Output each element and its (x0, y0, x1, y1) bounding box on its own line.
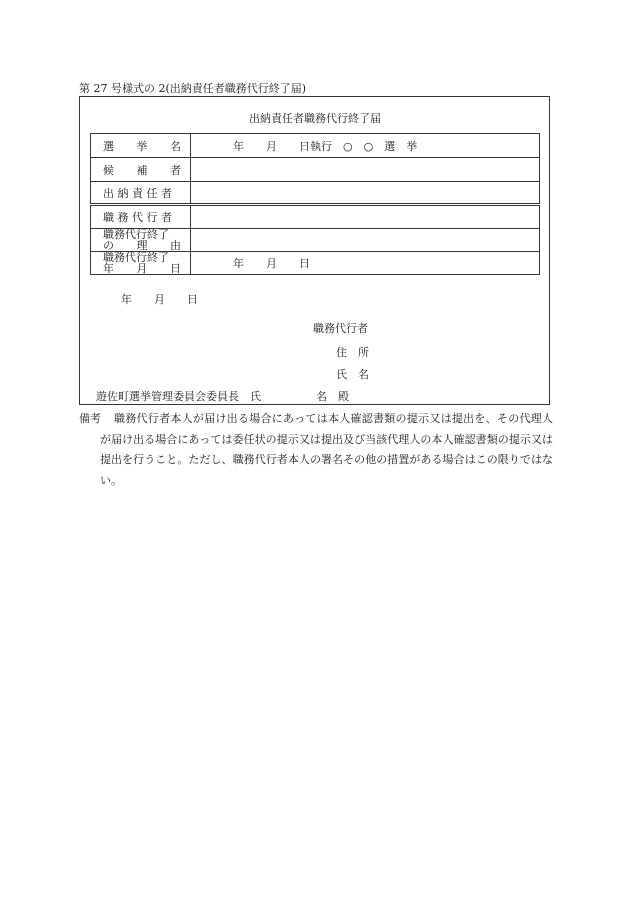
reason-label-char: 理 (136, 239, 148, 252)
candidate-label-char: 補 (136, 163, 148, 177)
end-date-label-char: 年 (103, 262, 114, 275)
treasurer-label: 出 納 責 任 者 (91, 182, 191, 205)
election-label (91, 134, 191, 158)
end-date-label-char: 月 (136, 262, 148, 275)
end-date-label-char: 日 (170, 262, 181, 275)
form-number: 第 27 号様式の 2(出納責任者職務代行終了届) (79, 82, 307, 95)
treasurer-row (91, 182, 540, 205)
agent-row (91, 205, 540, 229)
election-value[interactable]: 年 月 日執行 ○ ○ 選 挙 (191, 134, 540, 158)
agent-value[interactable] (191, 205, 540, 229)
submission-date[interactable]: 年 月 日 (121, 293, 198, 306)
recipient-line: 遊佐町選挙管理委員会委員長 氏 名 殿 (96, 390, 349, 403)
notes-heading: 備考 (79, 412, 101, 425)
signature-address-label: 住 所 (336, 346, 369, 359)
form-title: 出納責任者職務代行終了届 (249, 112, 381, 125)
reason-label-line1: 職務代行終了 (103, 228, 169, 241)
end-date-label (91, 252, 191, 275)
candidate-row (91, 158, 540, 182)
election-label-char: 名 (170, 139, 181, 153)
reason-row (91, 229, 540, 252)
reason-value[interactable] (191, 229, 540, 252)
candidate-label-char: 者 (170, 163, 181, 177)
notes (79, 409, 553, 491)
reason-label-char: の (103, 239, 114, 252)
candidate-value[interactable] (191, 158, 540, 182)
signature-name-label: 氏 名 (336, 368, 369, 381)
election-label-char: 選 (103, 139, 114, 153)
signature-agent-label: 職務代行者 (313, 322, 368, 335)
agent-label: 職 務 代 行 者 (91, 205, 191, 229)
candidate-label-char: 候 (103, 163, 114, 177)
reason-label-char: 由 (170, 239, 181, 252)
election-row (91, 134, 540, 158)
end-date-row (91, 252, 540, 275)
end-date-label-line1: 職務代行終了 (103, 251, 169, 264)
notes-text: 職務代行者本人が届け出る場合にあっては本人確認書類の提示又は提出を、その代理人が届け出る場合にあっては委任状の提示又は提出及び当該代理人の本人確認書類の提示又は提出を行うこと。ただし、職務代行者本人の署名その他の措置がある場合はこの限りではない。 (100, 412, 553, 487)
election-label-char: 挙 (136, 139, 148, 153)
treasurer-value[interactable] (191, 182, 540, 205)
form-table (90, 133, 540, 275)
candidate-label (91, 158, 191, 182)
reason-label (91, 229, 191, 252)
end-date-value[interactable]: 年 月 日 (191, 252, 540, 275)
